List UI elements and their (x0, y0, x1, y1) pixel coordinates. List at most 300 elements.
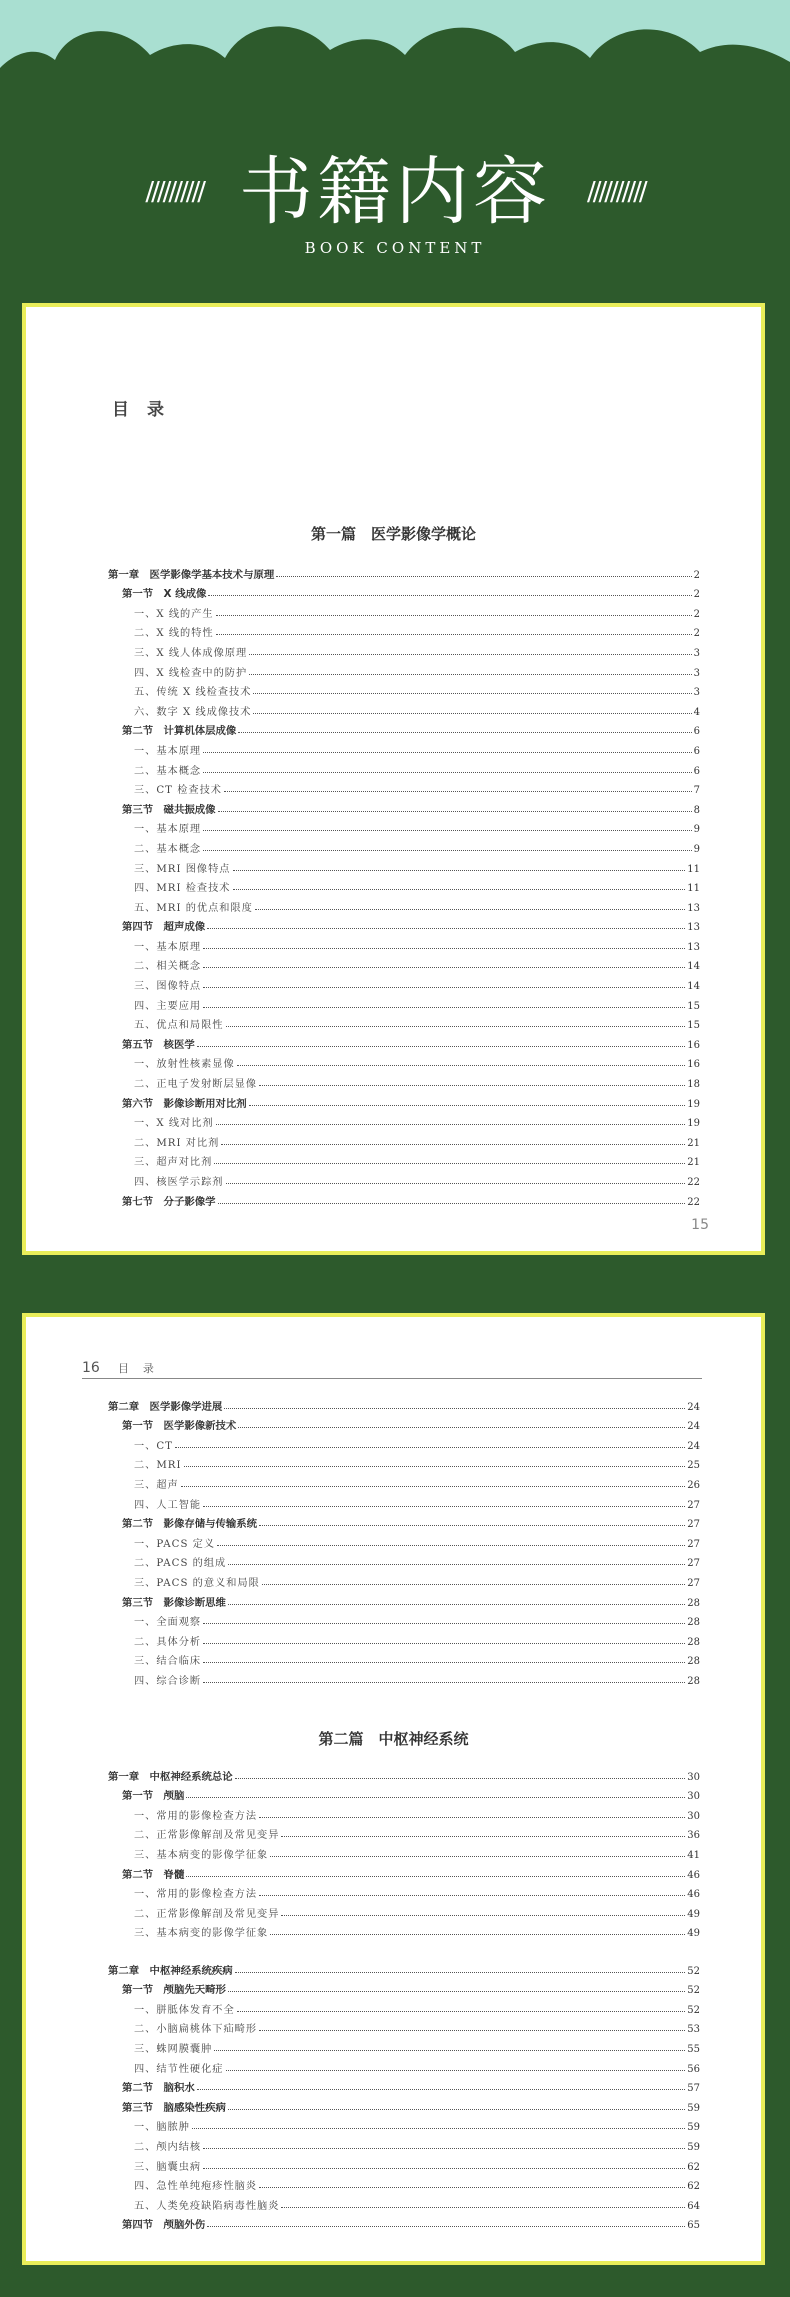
toc-entry-page: 19 (687, 1098, 700, 1110)
toc-entry-item (108, 2035, 700, 2055)
toc-entry-label: 二、PACS 的组成 (134, 1558, 227, 1570)
toc-entry-page: 8 (693, 804, 700, 816)
dot-leader (270, 1934, 685, 1935)
toc-entry-item (108, 1530, 700, 1550)
toc-entry-page: 28 (687, 1675, 700, 1687)
dot-leader (203, 948, 685, 949)
toc-entry-label: 五、人类免疫缺陷病毒性脑炎 (134, 2200, 280, 2212)
dot-leader (253, 693, 691, 694)
toc-entry-label: 四、主要应用 (134, 1000, 202, 1012)
toc-entry-section (108, 718, 700, 738)
toc-entry-page: 30 (687, 1771, 700, 1783)
toc-entry-page: 14 (687, 981, 700, 993)
toc-entry-item (108, 2016, 700, 2036)
dot-leader (203, 987, 685, 988)
toc-entry-page: 19 (687, 1118, 700, 1130)
dot-leader (203, 752, 692, 753)
toc-entry-item (108, 620, 700, 640)
toc-entry-page: 25 (687, 1460, 700, 1472)
toc-entry-label: 第二节 计算机体层成像 (122, 725, 237, 738)
part-title-1: 第一篇 医学影像学概论 (310, 525, 476, 543)
dot-leader (226, 1183, 686, 1184)
dot-leader (216, 634, 692, 635)
toc-entry-page: 13 (687, 902, 700, 914)
toc-entry-label: 四、综合诊断 (134, 1675, 202, 1687)
dot-leader (270, 1856, 685, 1857)
toc-entry-page: 24 (687, 1421, 700, 1433)
running-title: 目录 (117, 1361, 168, 1375)
toc-entry-item (108, 972, 700, 992)
toc-entry-page: 28 (687, 1597, 700, 1609)
dot-leader (208, 595, 691, 596)
toc-entry-section (108, 1188, 700, 1208)
page-number: 15 (691, 1217, 709, 1233)
toc-entry-item (108, 600, 700, 620)
hills-decoration (0, 0, 790, 80)
toc-entry-item (108, 659, 700, 679)
toc-entry-page: 53 (687, 2024, 700, 2036)
toc-entry-label: 五、MRI 的优点和限度 (134, 902, 253, 914)
toc-entry-page: 2 (693, 628, 700, 640)
toc-entry-page: 16 (687, 1059, 700, 1071)
dot-leader (281, 1915, 685, 1916)
toc-entry-label: 第一节 颅脑先天畸形 (122, 1984, 226, 1997)
dot-leader (207, 928, 685, 929)
toc-entry-label: 二、正常影像解剖及常见变异 (134, 1830, 280, 1842)
toc-entry-page: 62 (687, 2161, 700, 2173)
toc-entry-label: 第三节 脑感染性疾病 (122, 2101, 226, 2114)
toc-entry-label: 三、X 线人体成像原理 (134, 647, 248, 659)
dot-leader (259, 1895, 685, 1896)
toc-entry-item (108, 1920, 700, 1940)
toc-entry-label: 一、常用的影像检查方法 (134, 1810, 258, 1822)
book-page-16 (22, 1313, 765, 2265)
toc-entry-section (108, 1413, 700, 1433)
toc-entry-item (108, 1569, 700, 1589)
dot-leader (259, 1085, 685, 1086)
toc-entry-item (108, 639, 700, 659)
toc-entry-label: 一、X 线的产生 (134, 608, 214, 620)
dot-leader (249, 654, 691, 655)
toc-entry-chapter (108, 1393, 700, 1413)
toc-entry-label: 第三节 磁共振成像 (122, 803, 216, 816)
dot-leader (281, 1836, 685, 1837)
toc-entry-page: 59 (687, 2102, 700, 2114)
toc-entry-label: 第四节 颅脑外伤 (122, 2219, 206, 2232)
dot-leader (224, 1408, 685, 1409)
toc-entry-page: 18 (687, 1079, 700, 1091)
toc-entry-label: 第二节 脊髓 (122, 1868, 185, 1881)
toc-entry-item (108, 1452, 700, 1472)
toc-entry-page: 62 (687, 2181, 700, 2193)
toc-entry-section (108, 1589, 700, 1609)
dot-leader (237, 1065, 686, 1066)
part-title-2: 第二篇 中枢神经系统 (318, 1730, 469, 1748)
toc-entry-page: 13 (687, 922, 700, 934)
toc-entry-item (108, 992, 700, 1012)
dot-leader (226, 1026, 686, 1027)
toc-entry-label: 三、超声 (134, 1479, 179, 1491)
toc-entry-item (108, 835, 700, 855)
toc-entry-page: 49 (687, 1908, 700, 1920)
dot-leader (216, 1124, 686, 1125)
toc-entry-label: 三、MRI 图像特点 (134, 863, 231, 875)
toc-entry-page: 46 (687, 1889, 700, 1901)
toc-entry-page: 27 (687, 1519, 700, 1531)
toc-entry-item (108, 953, 700, 973)
toc-entry-item (108, 2133, 700, 2153)
toc-entry-page: 64 (687, 2200, 700, 2212)
toc-entry-section (108, 1031, 700, 1051)
dot-leader (186, 1876, 685, 1877)
dot-leader (253, 713, 691, 714)
toc-entry-label: 第五节 核医学 (122, 1038, 195, 1051)
toc-entry-label: 一、胼胝体发育不全 (134, 2004, 235, 2016)
toc-entry-label: 四、结节性硬化症 (134, 2063, 224, 2075)
dot-leader (218, 811, 692, 812)
toc-entry-label: 二、正常影像解剖及常见变异 (134, 1908, 280, 1920)
dot-leader (216, 615, 692, 616)
toc-entry-label: 一、基本原理 (134, 824, 202, 836)
dot-leader (276, 576, 691, 577)
toc-entry-label: 第二节 脑积水 (122, 2082, 195, 2095)
toc-entry-item (108, 1471, 700, 1491)
toc-entry-page: 27 (687, 1538, 700, 1550)
toc-entry-chapter (108, 1763, 700, 1783)
toc-entry-label: 四、核医学示踪剂 (134, 1177, 224, 1188)
dot-leader (237, 2011, 686, 2012)
dot-leader (281, 2207, 685, 2208)
toc-entry-page: 21 (687, 1157, 700, 1169)
toc-entry-label: 第七节 分子影像学 (122, 1195, 216, 1208)
toc-entry-page: 30 (687, 1791, 700, 1803)
toc-entry-label: 一、基本原理 (134, 745, 202, 757)
toc-entry-page: 2 (693, 608, 700, 620)
toc-entry-section (108, 1783, 700, 1803)
toc-entry-page: 4 (693, 706, 700, 718)
toc-entry-label: 第一节 颅脑 (122, 1790, 185, 1803)
toc-entry-page: 36 (687, 1830, 700, 1842)
dot-leader (235, 1778, 686, 1779)
toc-entry-item (108, 777, 700, 797)
toc-entry-page: 57 (687, 2083, 700, 2095)
toc-entry-page: 49 (687, 1928, 700, 1940)
toc-entry-page: 2 (693, 589, 700, 601)
toc-entry-label: 三、结合临床 (134, 1656, 202, 1668)
toc-entry-page: 28 (687, 1617, 700, 1629)
toc-entry-page: 52 (687, 1965, 700, 1977)
dot-leader (203, 2168, 685, 2169)
toc-entry-section (108, 2075, 700, 2095)
toc-entry-page: 26 (687, 1479, 700, 1491)
toc-entry-label: 三、脑囊虫病 (134, 2161, 202, 2173)
toc-entry-label: 一、PACS 定义 (134, 1538, 216, 1550)
toc-entry-page: 15 (687, 1000, 700, 1012)
toc-entry-label: 二、小脑扁桃体下疝畸形 (134, 2024, 258, 2036)
toc-entry-section (108, 796, 700, 816)
dot-leader (249, 1105, 686, 1106)
toc-entry-item (108, 2192, 700, 2212)
dot-leader (226, 2070, 686, 2071)
toc-entry-item (108, 1628, 700, 1648)
dot-leader (233, 870, 686, 871)
toc-entry-item (108, 894, 700, 914)
toc-entry-item (108, 698, 700, 718)
toc-entry-item (108, 933, 700, 953)
toc-entry-page: 28 (687, 1656, 700, 1668)
page-header (0, 149, 790, 257)
toc-entry-label: 一、X 线对比剂 (134, 1118, 214, 1130)
toc-entry-label: 二、MRI (134, 1460, 182, 1472)
toc-entry-item (108, 1667, 700, 1687)
toc-list (108, 1393, 700, 1687)
toc-entry-page: 24 (687, 1401, 700, 1413)
toc-entry-page: 16 (687, 1039, 700, 1051)
toc-entry-item (108, 2173, 700, 2193)
toc-entry-page: 52 (687, 1985, 700, 1997)
toc-entry-label: 四、人工智能 (134, 1499, 202, 1511)
toc-entry-item (108, 875, 700, 895)
toc-entry-page: 55 (687, 2043, 700, 2055)
toc-entry-item (108, 1110, 700, 1130)
toc-entry-label: 一、基本原理 (134, 941, 202, 953)
toc-entry-label: 四、X 线检查中的防护 (134, 667, 248, 679)
toc-entry-item (108, 1881, 700, 1901)
dot-leader (175, 1447, 685, 1448)
toc-entry-section (108, 2094, 700, 2114)
toc-entry-label: 第一章 中枢神经系统总论 (108, 1770, 233, 1783)
page-number: 16 (82, 1359, 100, 1376)
toc-entry-label: 三、基本病变的影像学征象 (134, 1849, 269, 1861)
dot-leader (203, 1007, 685, 1008)
dot-leader (259, 1817, 685, 1818)
toc-entry-page: 3 (693, 687, 700, 699)
dot-leader (217, 1545, 685, 1546)
toc-entry-item (108, 855, 700, 875)
toc-entry-label: 二、正电子发射断层显像 (134, 1079, 258, 1091)
toc-entry-label: 三、CT 检查技术 (134, 785, 222, 797)
toc-entry-page: 21 (687, 1137, 700, 1149)
dot-leader (203, 1662, 685, 1663)
toc-entry-item (108, 737, 700, 757)
dot-leader (207, 2226, 685, 2227)
toc-entry-label: 二、X 线的特性 (134, 628, 214, 640)
toc-entry-page: 11 (687, 883, 700, 895)
toc-entry-page: 59 (687, 2122, 700, 2134)
dot-leader (214, 2050, 685, 2051)
dot-leader (192, 2128, 685, 2129)
dot-leader (228, 1564, 685, 1565)
toc-entry-chapter (108, 1957, 700, 1977)
toc-entry-page: 7 (693, 785, 700, 797)
dot-leader (181, 1486, 686, 1487)
toc-entry-item (108, 1051, 700, 1071)
dot-leader (203, 1623, 685, 1624)
toc-entry-page: 24 (687, 1440, 700, 1452)
dot-leader (228, 1604, 685, 1605)
toc-entry-page: 41 (687, 1849, 700, 1861)
toc-entry-label: 第二节 影像存储与传输系统 (122, 1518, 258, 1531)
dot-leader (228, 1991, 685, 1992)
toc-entry-label: 四、急性单纯疱疹性脑炎 (134, 2181, 258, 2193)
dot-leader (203, 1682, 685, 1683)
toc-entry-label: 一、脑脓肿 (134, 2122, 190, 2134)
toc-entry-label: 一、常用的影像检查方法 (134, 1889, 258, 1901)
page-title: 书籍内容 (239, 149, 551, 235)
dot-leader (186, 1797, 685, 1798)
toc-entry-item (108, 1822, 700, 1842)
toc-entry-label: 三、蛛网膜囊肿 (134, 2043, 213, 2055)
toc-entry-label: 二、颅内结核 (134, 2141, 202, 2153)
toc-entry-label: 五、传统 X 线检查技术 (134, 687, 252, 699)
toc-entry-item (108, 2114, 700, 2134)
toc-entry-page: 6 (693, 726, 700, 738)
toc-entry-label: 三、图像特点 (134, 981, 202, 993)
toc-entry-page: 65 (687, 2220, 700, 2232)
toc-entry-label: 五、优点和局限性 (134, 1020, 224, 1032)
toc-entry-label: 二、基本概念 (134, 765, 202, 777)
dot-leader (224, 791, 692, 792)
dot-leader (203, 2148, 685, 2149)
toc-entry-label: 第四节 超声成像 (122, 921, 206, 934)
toc-entry-page: 2 (693, 569, 700, 581)
toc-entry-item (108, 1432, 700, 1452)
toc-entry-item (108, 1149, 700, 1169)
toc-entry-section (108, 581, 700, 601)
toc-entry-item (108, 1996, 700, 2016)
toc-entry-page: 30 (687, 1810, 700, 1822)
toc-entry-section (108, 2212, 700, 2232)
dot-leader (235, 1972, 686, 1973)
toc-entry-label: 二、具体分析 (134, 1636, 202, 1648)
toc-list (108, 1957, 700, 2231)
dot-leader (259, 2030, 685, 2031)
toc-entry-item (108, 1609, 700, 1629)
dot-leader (197, 2089, 686, 2090)
toc-entry-label: 二、MRI 对比剂 (134, 1137, 220, 1149)
toc-entry-label: 第一节 X 线成像 (122, 588, 207, 601)
page-subtitle: BOOK CONTENT (304, 239, 486, 257)
toc-entry-label: 第二章 中枢神经系统疾病 (108, 1964, 233, 1977)
toc-entry-section (108, 1977, 700, 1997)
toc-entry-page: 27 (687, 1577, 700, 1589)
toc-entry-page: 46 (687, 1869, 700, 1881)
toc-entry-label: 一、CT (134, 1440, 173, 1452)
toc-entry-label: 二、基本概念 (134, 843, 202, 855)
dot-leader (203, 772, 692, 773)
toc-entry-item (108, 2153, 700, 2173)
toc-entry-label: 一、全面观察 (134, 1617, 202, 1629)
dot-leader (233, 889, 686, 890)
toc-entry-label: 三、超声对比剂 (134, 1157, 213, 1169)
toc-entry-label: 四、MRI 检查技术 (134, 883, 231, 895)
decor-slashes-left: ////////// (145, 177, 203, 207)
toc-entry-item (108, 1012, 700, 1032)
toc-entry-label: 一、放射性核素显像 (134, 1059, 235, 1071)
toc-entry-label: 第二章 医学影像学进展 (108, 1400, 223, 1413)
dot-leader (203, 967, 685, 968)
toc-entry-item (108, 679, 700, 699)
dot-leader (238, 1427, 685, 1428)
toc-entry-page: 59 (687, 2141, 700, 2153)
toc-entry-page: 13 (687, 941, 700, 953)
toc-entry-page: 3 (693, 667, 700, 679)
dot-leader (255, 909, 685, 910)
toc-entry-page: 22 (687, 1196, 700, 1208)
toc-entry-page: 56 (687, 2063, 700, 2075)
dot-leader (184, 1466, 686, 1467)
dot-leader (203, 830, 692, 831)
toc-list (108, 1763, 700, 1939)
toc-entry-section (108, 914, 700, 934)
toc-entry-item (108, 1491, 700, 1511)
toc-entry-item (108, 757, 700, 777)
toc-entry-item (108, 1129, 700, 1149)
toc-entry-page: 9 (693, 824, 700, 836)
toc-entry-page: 6 (693, 745, 700, 757)
dot-leader (259, 2187, 685, 2188)
toc-entry-item (108, 1070, 700, 1090)
toc-entry-label: 三、PACS 的意义和局限 (134, 1577, 260, 1589)
toc-entry-page: 14 (687, 961, 700, 973)
toc-entry-label: 六、数字 X 线成像技术 (134, 706, 252, 718)
toc-entry-item (108, 816, 700, 836)
toc-entry-page: 11 (687, 863, 700, 875)
toc-entry-item (108, 1900, 700, 1920)
toc-entry-label: 第一章 医学影像学基本技术与原理 (108, 568, 275, 581)
dot-leader (214, 1163, 685, 1164)
toc-entry-section (108, 1511, 700, 1531)
dot-leader (197, 1046, 686, 1047)
toc-entry-label: 第六节 影像诊断用对比剂 (122, 1097, 247, 1110)
dot-leader (228, 2109, 685, 2110)
toc-entry-page: 15 (687, 1020, 700, 1032)
toc-entry-item (108, 1648, 700, 1668)
toc-entry-page: 6 (693, 765, 700, 777)
toc-entry-section (108, 1861, 700, 1881)
dot-leader (218, 1203, 686, 1204)
dot-leader (203, 1643, 685, 1644)
toc-entry-label: 第一节 医学影像新技术 (122, 1420, 237, 1433)
toc-entry-page: 22 (687, 1177, 700, 1188)
toc-entry-label: 第三节 影像诊断思维 (122, 1596, 226, 1609)
toc-entry-item (108, 1841, 700, 1861)
toc-entry-page: 3 (693, 647, 700, 659)
toc-entry-label: 三、基本病变的影像学征象 (134, 1928, 269, 1940)
dot-leader (238, 732, 691, 733)
toc-entry-page: 27 (687, 1558, 700, 1570)
toc-entry-page: 9 (693, 843, 700, 855)
toc-list (108, 561, 700, 1208)
dot-leader (203, 850, 692, 851)
toc-entry-page: 27 (687, 1499, 700, 1511)
book-page-15 (22, 303, 765, 1255)
toc-entry-label: 二、相关概念 (134, 961, 202, 973)
toc-entry-chapter (108, 561, 700, 581)
toc-entry-item (108, 1802, 700, 1822)
toc-entry-item (108, 1168, 700, 1188)
dot-leader (259, 1525, 685, 1526)
toc-entry-page: 52 (687, 2004, 700, 2016)
toc-heading: 目录 (112, 400, 182, 420)
toc-entry-item (108, 1550, 700, 1570)
dot-leader (221, 1144, 685, 1145)
dot-leader (203, 1506, 685, 1507)
dot-leader (262, 1584, 685, 1585)
running-header (82, 1357, 702, 1379)
toc-entry-page: 28 (687, 1636, 700, 1648)
dot-leader (249, 674, 691, 675)
